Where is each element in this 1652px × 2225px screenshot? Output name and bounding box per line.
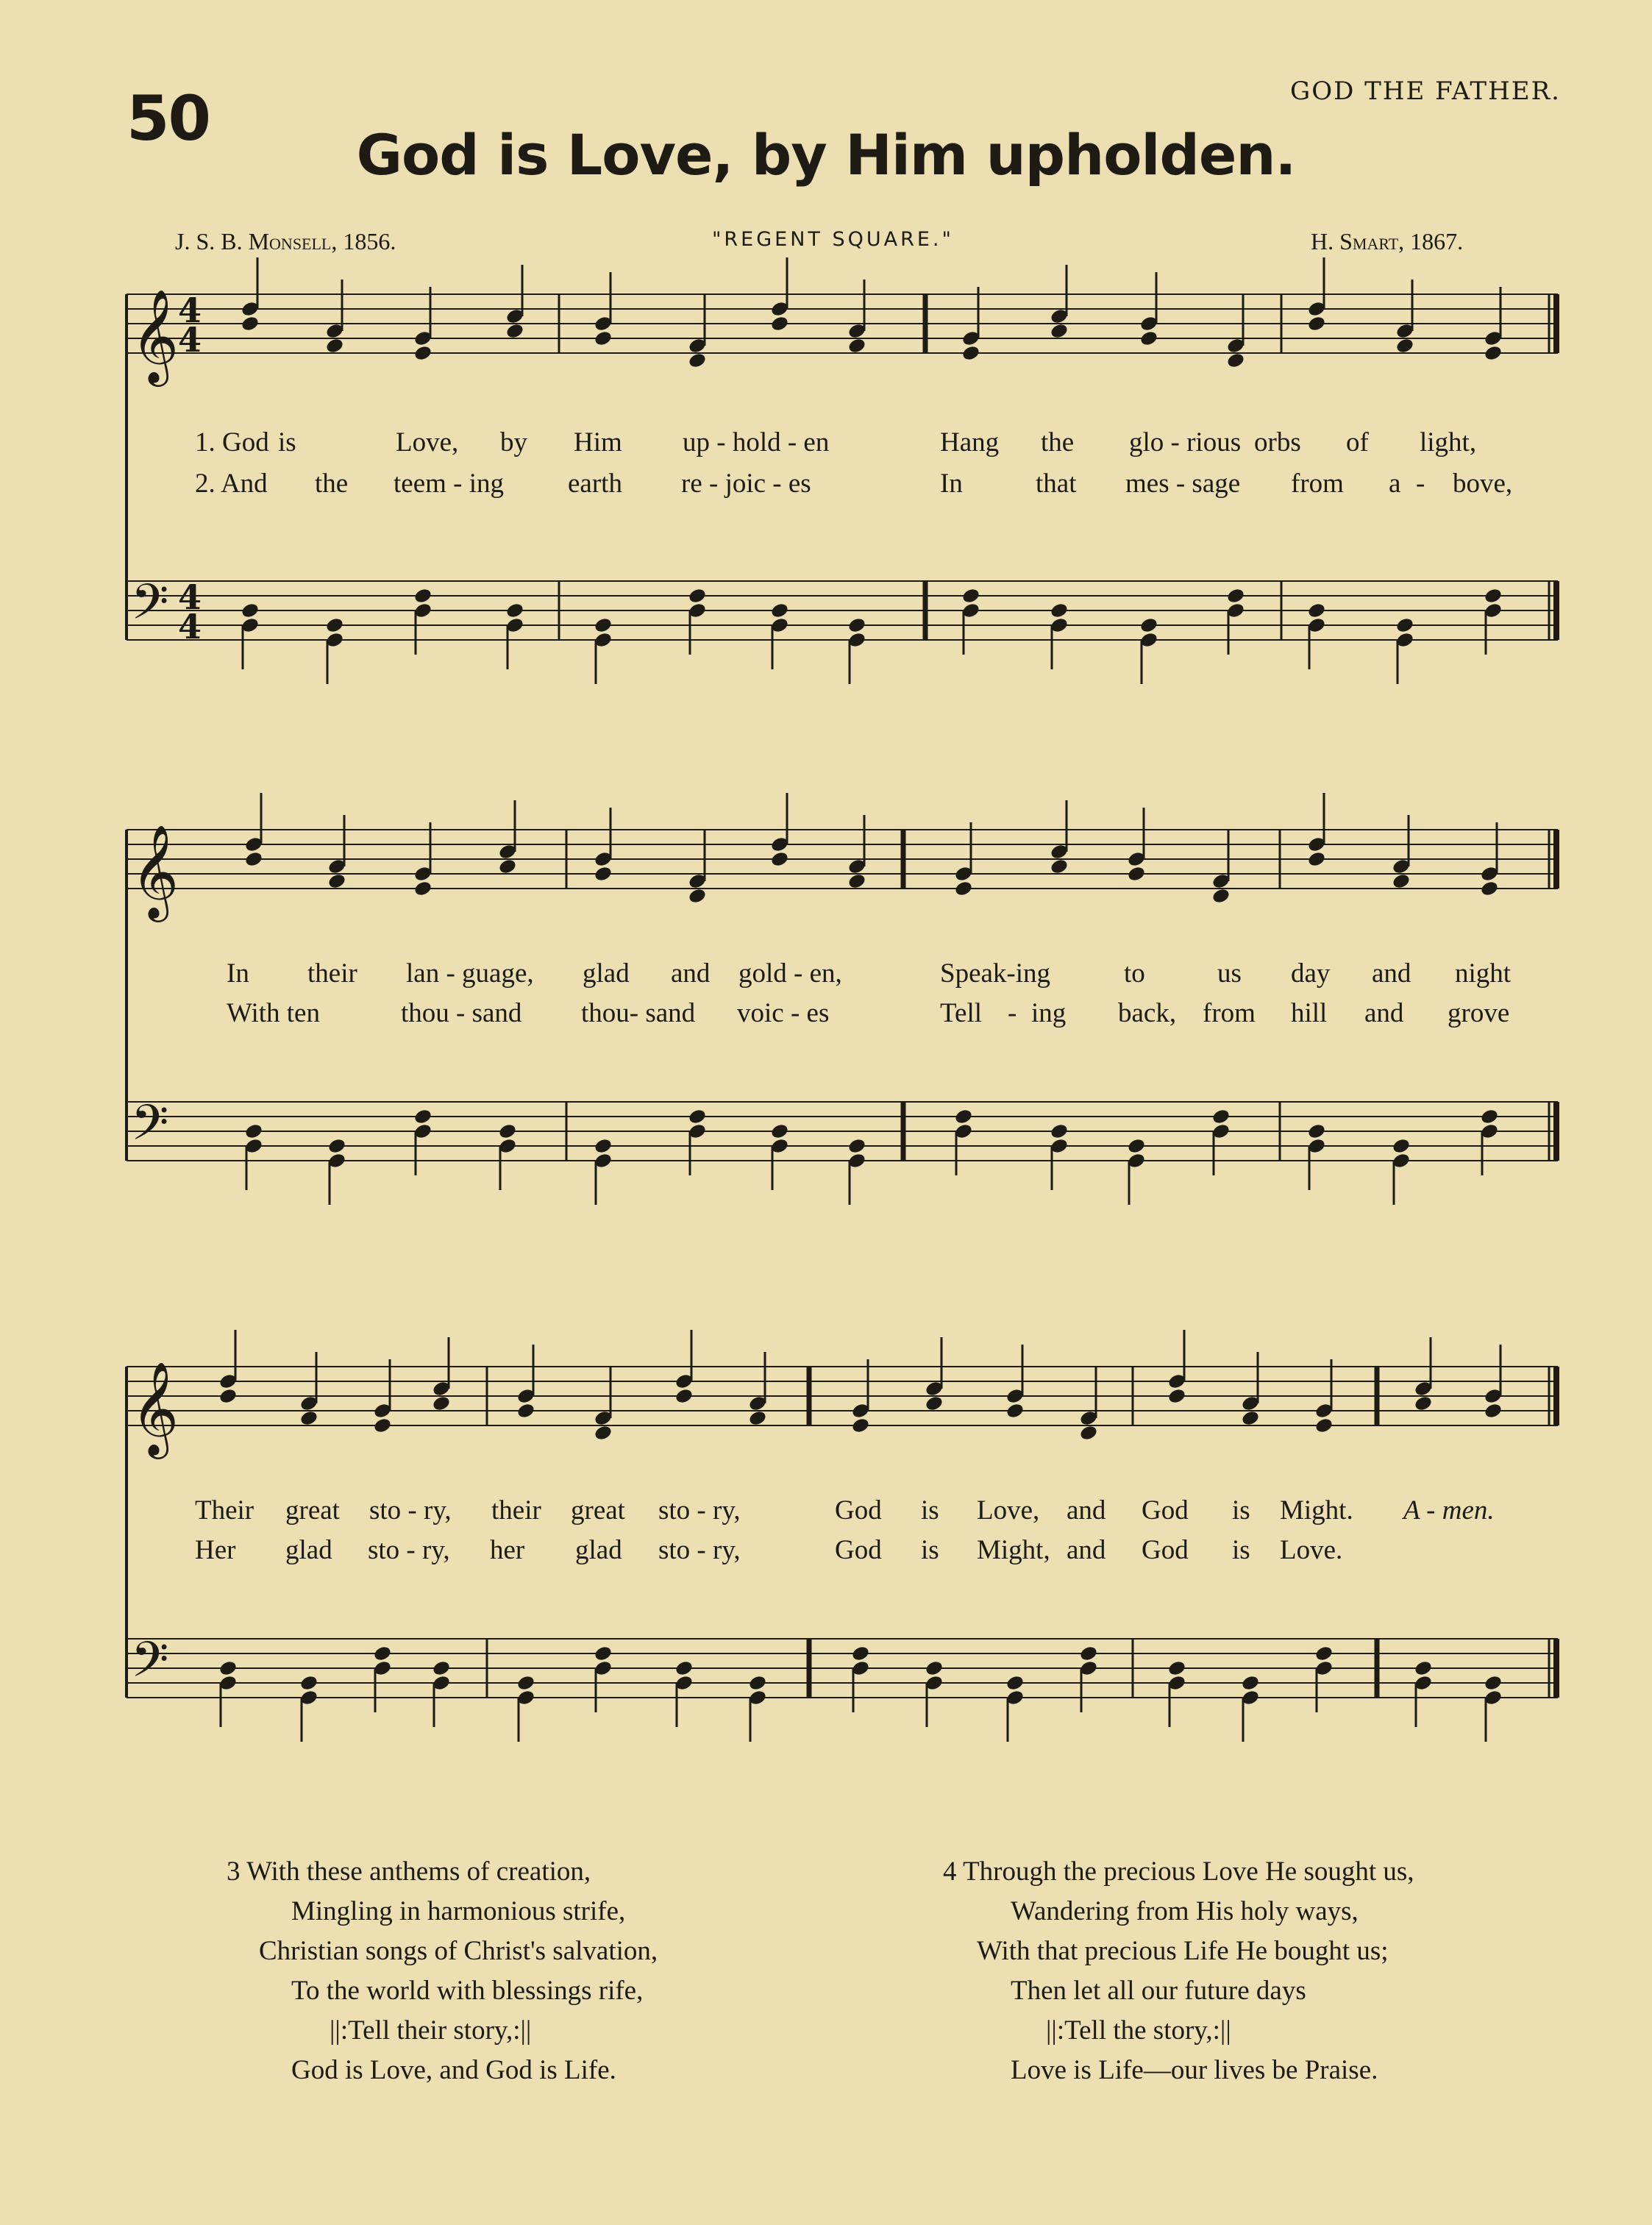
- note-head: [688, 887, 708, 905]
- lyric-syllable: day: [1291, 958, 1331, 989]
- lyric-syllable: great: [285, 1495, 340, 1526]
- note-head: [1005, 1402, 1025, 1420]
- note-head: [516, 1674, 536, 1692]
- lyric-syllable: is: [921, 1535, 939, 1565]
- treble-clef-icon: 𝄞: [131, 1361, 179, 1455]
- note-head: [373, 1417, 393, 1434]
- lyric-syllable: 1. God: [195, 427, 269, 458]
- note-head: [770, 850, 790, 868]
- verse-3-line: 3 With these anthems of creation,: [227, 1856, 591, 1887]
- lyric-syllable: gold - en,: [738, 958, 842, 989]
- note-head: [674, 1387, 694, 1405]
- note-head: [770, 1122, 790, 1140]
- note-head: [498, 1122, 518, 1140]
- verse-3: [227, 1852, 658, 2090]
- note-head: [1395, 616, 1415, 634]
- lyric-syllable: to: [1124, 958, 1145, 989]
- note-head: [594, 1424, 613, 1442]
- note-head: [1414, 1659, 1434, 1677]
- lyric-syllable: the: [1041, 427, 1075, 458]
- lyric-syllable: Might.: [1280, 1495, 1353, 1526]
- treble-clef-icon: 𝄞: [131, 288, 179, 382]
- lyric-syllable: Love.: [1280, 1535, 1343, 1565]
- note-head: [1307, 315, 1327, 332]
- note-head: [1050, 322, 1069, 340]
- note-head: [594, 616, 613, 634]
- note-head: [413, 880, 433, 897]
- lyric-syllable: glad: [575, 1535, 622, 1565]
- tune-name: "REGENT SQUARE.": [712, 228, 954, 251]
- lyric-syllable: is: [278, 427, 296, 458]
- note-head: [244, 850, 264, 868]
- note-head: [1480, 880, 1500, 897]
- note-head: [1307, 602, 1327, 619]
- lyrics-system-3: [0, 1495, 1652, 1583]
- note-head: [505, 322, 525, 340]
- note-head: [688, 587, 708, 605]
- note-head: [1211, 1108, 1231, 1125]
- verse-4-line: ||:Tell the story,:||: [1046, 2015, 1231, 2046]
- note-head: [327, 872, 347, 890]
- note-head: [1484, 1402, 1503, 1420]
- lyric-syllable: Might,: [977, 1535, 1050, 1565]
- note-head: [674, 1659, 694, 1677]
- note-head: [299, 1409, 319, 1427]
- note-head: [413, 344, 433, 362]
- lyric-syllable: is: [1232, 1495, 1250, 1526]
- bass-clef-icon: 𝄢: [131, 1631, 169, 1700]
- lyric-syllable: from: [1291, 469, 1344, 499]
- note-head: [954, 1108, 974, 1125]
- lyric-syllable: re - joic - es: [681, 469, 811, 499]
- composer-credit: H. Smart, 1867.: [1311, 228, 1464, 254]
- verse-4-line: 4 Through the precious Love He sought us,: [943, 1856, 1414, 1887]
- verse-4-line: Love is Life—our lives be Praise.: [1011, 2055, 1378, 2085]
- note-head: [1050, 858, 1069, 875]
- lyric-syllable: With ten: [227, 998, 320, 1028]
- note-head: [1314, 1645, 1334, 1662]
- note-head: [244, 1122, 264, 1140]
- note-head: [1167, 1659, 1187, 1677]
- lyric-syllable: In: [227, 958, 249, 989]
- lyric-syllable: earth: [568, 469, 622, 499]
- lyric-syllable: light,: [1420, 427, 1477, 458]
- lyrics-system-2: [0, 958, 1652, 1046]
- lyric-syllable: glad: [583, 958, 630, 989]
- note-head: [1127, 865, 1147, 883]
- lyric-syllable: by: [500, 427, 527, 458]
- note-head: [432, 1659, 452, 1677]
- lyric-syllable: thou - sand: [401, 998, 522, 1028]
- note-head: [594, 1645, 613, 1662]
- verse-3-line: Christian songs of Christ's salvation,: [259, 1936, 658, 1966]
- verse-3-line: Mingling in harmonious strife,: [291, 1896, 626, 1926]
- note-head: [413, 587, 433, 605]
- lyric-syllable: her: [490, 1535, 525, 1565]
- note-head: [925, 1659, 944, 1677]
- note-head: [1414, 1395, 1434, 1412]
- note-head: [847, 872, 867, 890]
- lyric-syllable: us: [1217, 958, 1242, 989]
- bass-clef-icon: 𝄢: [131, 1094, 169, 1163]
- lyric-syllable: Her: [195, 1535, 236, 1565]
- verse-3-line: God is Love, and God is Life.: [291, 2055, 616, 2085]
- lyric-syllable: Tell: [940, 998, 982, 1028]
- lyric-syllable: voic - es: [737, 998, 830, 1028]
- note-head: [432, 1395, 452, 1412]
- lyric-syllable: that: [1036, 469, 1077, 499]
- note-head: [241, 602, 260, 619]
- lyric-syllable: their: [307, 958, 357, 989]
- lyric-syllable: Their: [195, 1495, 254, 1526]
- note-head: [1241, 1409, 1261, 1427]
- note-head: [1484, 1674, 1503, 1692]
- lyric-syllable: back,: [1118, 998, 1177, 1028]
- note-head: [1395, 337, 1415, 355]
- lyric-syllable: sto - ry,: [369, 1495, 452, 1526]
- note-head: [218, 1659, 238, 1677]
- lyric-syllable: Love,: [977, 1495, 1040, 1526]
- hymn-number: 50: [127, 82, 210, 154]
- lyric-syllable: God: [1142, 1495, 1189, 1526]
- note-head: [1307, 850, 1327, 868]
- lyric-syllable: the: [315, 469, 349, 499]
- lyric-syllable: and: [1364, 998, 1404, 1028]
- lyric-syllable: bove,: [1453, 469, 1513, 499]
- verse-3-line: To the world with blessings rife,: [291, 1976, 644, 2006]
- time-signature-bottom: 4: [178, 607, 202, 647]
- lyric-syllable: grove: [1448, 998, 1510, 1028]
- note-head: [594, 865, 613, 883]
- note-head: [1050, 1122, 1069, 1140]
- lyric-syllable: night: [1455, 958, 1512, 989]
- note-head: [847, 1137, 867, 1155]
- lyric-syllable: 2. And: [195, 469, 268, 499]
- note-head: [594, 1137, 613, 1155]
- note-head: [1480, 1108, 1500, 1125]
- verse-3-line: ||:Tell their story,:||: [330, 2015, 532, 2046]
- lyric-syllable: their: [491, 1495, 541, 1526]
- lyric-syllable: Hang: [940, 427, 1000, 458]
- note-head: [961, 344, 981, 362]
- note-head: [954, 880, 974, 897]
- note-head: [325, 616, 345, 634]
- note-head: [847, 337, 867, 355]
- lyric-syllable: God: [1142, 1535, 1189, 1565]
- hymn-title: God is Love, by Him upholden.: [356, 122, 1296, 188]
- lyric-syllable: mes - sage: [1125, 469, 1241, 499]
- note-head: [299, 1674, 319, 1692]
- lyric-syllable: Love,: [396, 427, 459, 458]
- lyric-syllable: teem - ing: [394, 469, 505, 499]
- note-head: [1167, 1387, 1187, 1405]
- note-head: [325, 337, 345, 355]
- note-head: [1484, 587, 1503, 605]
- note-head: [516, 1402, 536, 1420]
- lyric-syllable: sto - ry,: [368, 1535, 450, 1565]
- lyric-syllable: sto - ry,: [658, 1535, 741, 1565]
- lyric-syllable: a: [1389, 469, 1401, 499]
- note-head: [1139, 616, 1159, 634]
- note-head: [1139, 330, 1159, 347]
- lyrics-system-1: [0, 427, 1652, 515]
- note-head: [851, 1645, 871, 1662]
- note-head: [218, 1387, 238, 1405]
- time-signature-top: 4: [178, 577, 202, 617]
- lyric-syllable: is: [1232, 1535, 1250, 1565]
- note-head: [1392, 1137, 1411, 1155]
- note-head: [594, 330, 613, 347]
- note-head: [748, 1409, 768, 1427]
- note-head: [925, 1395, 944, 1412]
- note-head: [1079, 1424, 1099, 1442]
- section-heading: GOD THE FATHER.: [1290, 76, 1561, 106]
- lyric-syllable: hill: [1291, 998, 1328, 1028]
- note-head: [770, 315, 790, 332]
- note-head: [1005, 1674, 1025, 1692]
- lyric-syllable: and: [1067, 1495, 1106, 1526]
- note-head: [851, 1417, 871, 1434]
- lyric-syllable: ing: [1031, 998, 1067, 1028]
- note-head: [770, 602, 790, 619]
- note-head: [688, 352, 708, 369]
- lyric-syllable: In: [940, 469, 963, 499]
- note-head: [1392, 872, 1411, 890]
- time-signature-top: 4: [178, 291, 202, 330]
- lyric-syllable: up - hold - en: [683, 427, 830, 458]
- time-signature-bottom: 4: [178, 320, 202, 360]
- lyric-syllable: great: [571, 1495, 625, 1526]
- note-head: [327, 1137, 347, 1155]
- note-head: [1484, 344, 1503, 362]
- note-head: [1079, 1645, 1099, 1662]
- lyric-amen: A - men.: [1403, 1495, 1495, 1526]
- verse-4: [943, 1852, 1414, 2090]
- lyric-syllable: glad: [285, 1535, 332, 1565]
- note-head: [241, 315, 260, 332]
- lyric-syllable: God: [835, 1495, 882, 1526]
- note-head: [961, 587, 981, 605]
- lyric-syllable: orbs: [1254, 427, 1301, 458]
- note-head: [373, 1645, 393, 1662]
- lyric-syllable: glo - rious: [1129, 427, 1242, 458]
- verse-4-line: With that precious Life He bought us;: [977, 1936, 1389, 1966]
- lyric-syllable: Him: [574, 427, 622, 458]
- note-head: [1226, 352, 1246, 369]
- note-head: [1307, 1122, 1327, 1140]
- lyric-syllable: -: [1008, 998, 1017, 1028]
- verse-4-line: Wandering from His holy ways,: [1011, 1896, 1359, 1926]
- lyric-syllable: -: [1416, 469, 1425, 499]
- author-credit: J. S. B. Monsell, 1856.: [175, 228, 396, 254]
- lyric-syllable: from: [1203, 998, 1256, 1028]
- lyric-syllable: sto - ry,: [658, 1495, 741, 1526]
- note-head: [748, 1674, 768, 1692]
- lyric-syllable: and: [1067, 1535, 1106, 1565]
- note-head: [1050, 602, 1069, 619]
- bass-clef-icon: 𝄢: [131, 574, 169, 642]
- lyric-syllable: is: [921, 1495, 939, 1526]
- note-head: [688, 1108, 708, 1125]
- lyric-syllable: and: [671, 958, 711, 989]
- note-head: [498, 858, 518, 875]
- note-head: [847, 616, 867, 634]
- note-head: [413, 1108, 433, 1125]
- lyric-syllable: God: [835, 1535, 882, 1565]
- treble-clef-icon: 𝄞: [131, 824, 179, 918]
- lyric-syllable: Speak-ing: [940, 958, 1051, 989]
- note-head: [1314, 1417, 1334, 1434]
- verse-4-line: Then let all our future days: [1011, 1976, 1306, 2006]
- note-head: [1226, 587, 1246, 605]
- lyric-syllable: and: [1372, 958, 1411, 989]
- lyric-syllable: thou- sand: [581, 998, 696, 1028]
- note-head: [1127, 1137, 1147, 1155]
- note-head: [1211, 887, 1231, 905]
- lyric-syllable: of: [1346, 427, 1369, 458]
- note-head: [1241, 1674, 1261, 1692]
- lyric-syllable: lan - guage,: [406, 958, 534, 989]
- note-head: [505, 602, 525, 619]
